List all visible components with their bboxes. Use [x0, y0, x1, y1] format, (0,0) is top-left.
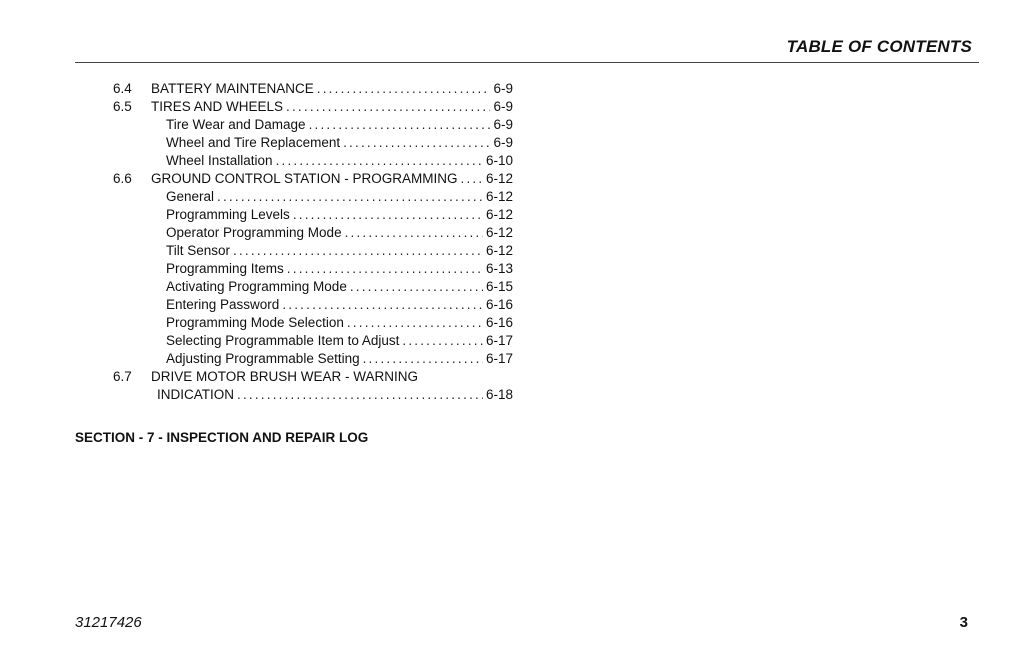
toc-entry-title: DRIVE MOTOR BRUSH WEAR - WARNING [151, 369, 419, 384]
toc-leader-dots [237, 386, 483, 404]
toc-entry-page: 6-9 [493, 81, 513, 96]
toc-entry-title: General [166, 189, 215, 204]
toc-entry-page: 6-12 [485, 207, 513, 222]
toc-entry-title: Activating Programming Mode [166, 279, 347, 294]
toc-entry-page: 6-9 [493, 117, 513, 132]
toc-entry-page: 6-12 [485, 243, 513, 258]
header-title: TABLE OF CONTENTS [786, 37, 972, 56]
toc-entry-title: Programming Levels [166, 207, 290, 222]
toc-entry-page: 6-18 [485, 387, 513, 402]
toc-entry-title: Selecting Programmable Item to Adjust [166, 333, 400, 348]
toc-entry-page: 6-16 [485, 315, 513, 330]
toc-entry-title: BATTERY MAINTENANCE [151, 81, 314, 96]
footer-page-number: 3 [959, 614, 968, 631]
toc-leader-dots [233, 242, 483, 260]
toc-entry-page: 6-17 [485, 333, 513, 348]
footer-document-number: 31217426 [75, 614, 142, 631]
toc-entry-number: 6.4 [113, 81, 132, 96]
toc-entry-title: Tire Wear and Damage [166, 117, 306, 132]
toc-leader-dots [343, 134, 490, 152]
toc-entry-title: GROUND CONTROL STATION - PROGRAMMING [151, 171, 458, 186]
toc-entry-title: INDICATION [157, 387, 234, 402]
toc-leader-dots [286, 98, 490, 116]
toc-entry-title: Adjusting Programmable Setting [166, 351, 360, 366]
toc-entry-number: 6.6 [113, 171, 132, 186]
toc-entry-page: 6-10 [485, 153, 513, 168]
toc-entry-page: 6-17 [485, 351, 513, 366]
toc-leader-dots [461, 170, 483, 188]
toc-entry-page: 6-12 [485, 225, 513, 240]
toc-leader-dots [276, 152, 483, 170]
toc-entry-page: 6-13 [485, 261, 513, 276]
toc-leader-dots [347, 314, 483, 332]
toc-leader-dots [217, 188, 483, 206]
toc-entry-number: 6.7 [113, 369, 132, 384]
toc-entry-title: Wheel Installation [166, 153, 273, 168]
toc-leader-dots [282, 296, 483, 314]
toc-leader-dots [363, 350, 483, 368]
toc-leader-dots [350, 278, 483, 296]
toc-entry-title: Operator Programming Mode [166, 225, 342, 240]
section-heading[interactable]: SECTION - 7 - INSPECTION AND REPAIR LOG [75, 430, 369, 445]
toc-leader-dots [345, 224, 483, 242]
toc-entry-page: 6-16 [485, 297, 513, 312]
toc-entry-page: 6-9 [493, 135, 513, 150]
toc-entry-title: Programming Mode Selection [166, 315, 344, 330]
toc-entry-page: 6-15 [485, 279, 513, 294]
toc-entry-page: 6-9 [493, 99, 513, 114]
toc-entry-title: Programming Items [166, 261, 284, 276]
toc-leader-dots [287, 260, 483, 278]
toc-entry-title: TIRES AND WHEELS [151, 99, 284, 114]
toc-leader-dots [317, 80, 491, 98]
toc-entry-title: Tilt Sensor [166, 243, 231, 258]
header-divider [75, 62, 979, 63]
toc-entry-title: Entering Password [166, 297, 280, 312]
toc-leader-dots [402, 332, 483, 350]
toc-entry-number: 6.5 [113, 99, 132, 114]
toc-entry-page: 6-12 [485, 189, 513, 204]
toc-leader-dots [293, 206, 483, 224]
toc-entry-page: 6-12 [485, 171, 513, 186]
toc-entry-title: Wheel and Tire Replacement [166, 135, 341, 150]
toc-leader-dots [309, 116, 491, 134]
